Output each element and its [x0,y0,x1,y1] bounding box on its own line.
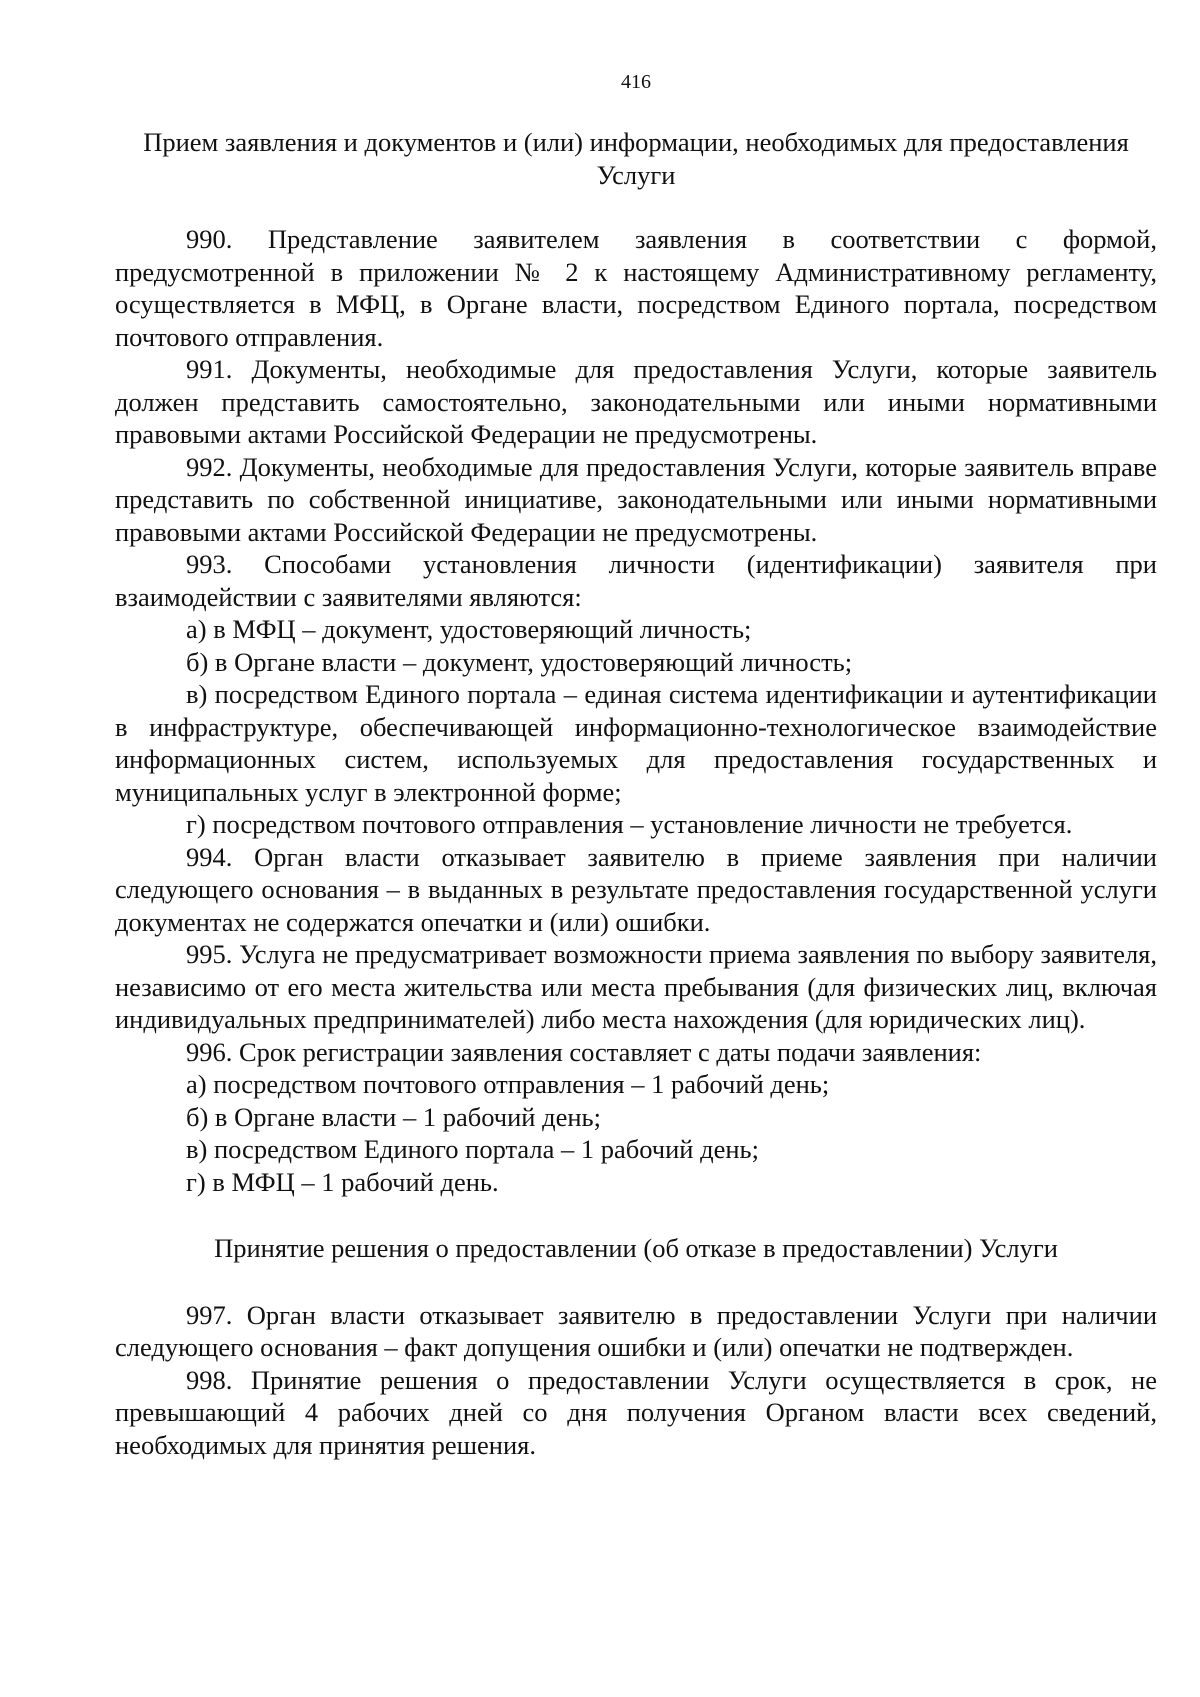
paragraph-992: 992. Документы, необходимые для предоставления Услуги, которые заявитель вправе представить по собственной инициативе, законодательными или иными нормативными правовыми актами Российской Федерации не предусмотрены. [115,451,1157,547]
page-number: 416 [621,71,651,93]
paragraph-996-g: г) в МФЦ – 1 рабочий день. [186,1166,499,1197]
paragraph-993-v: в) посредством Единого портала – единая система идентификации и аутентификации в инфраструктуре, обеспечивающей информационно-технологическое взаимодействие информационных систем, используемых для предоставления государственных и муниципальных услуг в электронной форме; [115,679,1157,807]
paragraph-993-a: а) в МФЦ – документ, удостоверяющий личность; [186,614,752,644]
paragraph-996-v: в) посредством Единого портала – 1 рабочий день; [186,1134,759,1164]
paragraph-996: 996. Срок регистрации заявления составляет с даты подачи заявления: [186,1036,982,1067]
paragraph-990: 990. Представление заявителем заявления в соответствии с формой, предусмотренной в приложении № 2 к настоящему Административному регламенту, осуществляется в МФЦ, в Органе власти, посредством Единого портала, посредством почтового отправления. [115,224,1157,352]
section-body-reception [115,223,1157,1198]
paragraph-996-a: а) посредством почтового отправления – 1 рабочий день; [186,1069,830,1099]
paragraph-993-g: г) посредством почтового отправления – установление личности не требуется. [186,809,1073,839]
section-heading-reception: Прием заявления и документов и (или) информации, необходимых для предоставления Услуги [143,127,1129,190]
paragraph-995: 995. Услуга не предусматривает возможности приема заявления по выбору заявителя, независимо от его места жительства или места пребывания (для физических лиц, включая индивидуальных предпринимателей) либо места нахождения (для юридических лиц). [115,939,1157,1034]
paragraph-997: 997. Орган власти отказывает заявителю в предоставлении Услуги при наличии следующего основания – факт допущения ошибки и (или) опечатки не подтвержден. [115,1299,1157,1362]
document-page [115,70,1157,1461]
paragraph-994: 994. Орган власти отказывает заявителю в приеме заявления при наличии следующего основания – в выданных в результате предоставления государственной услуги документах не содержатся опечатки и (или) ошибки. [115,841,1157,937]
paragraph-991: 991. Документы, необходимые для предоставления Услуги, которые заявитель должен представить самостоятельно, законодательными или иными нормативными правовыми актами Российской Федерации не предусмотрены. [115,354,1157,449]
paragraph-996-b: б) в Органе власти – 1 рабочий день; [186,1101,601,1132]
section-body-decision [115,1299,1157,1462]
paragraph-993-b: б) в Органе власти – документ, удостоверяющий личность; [186,646,853,677]
section-heading-decision: Принятие решения о предоставлении (об отказе в предоставлении) Услуги [214,1233,1058,1263]
paragraph-993: 993. Способами установления личности (идентификации) заявителя при взаимодействии с заявителями являются: [115,549,1157,612]
paragraph-998: 998. Принятие решения о предоставлении Услуги осуществляется в срок, не превышающий 4 рабочих дней со дня получения Органом власти всех сведений, необходимых для принятия решения. [115,1364,1157,1460]
